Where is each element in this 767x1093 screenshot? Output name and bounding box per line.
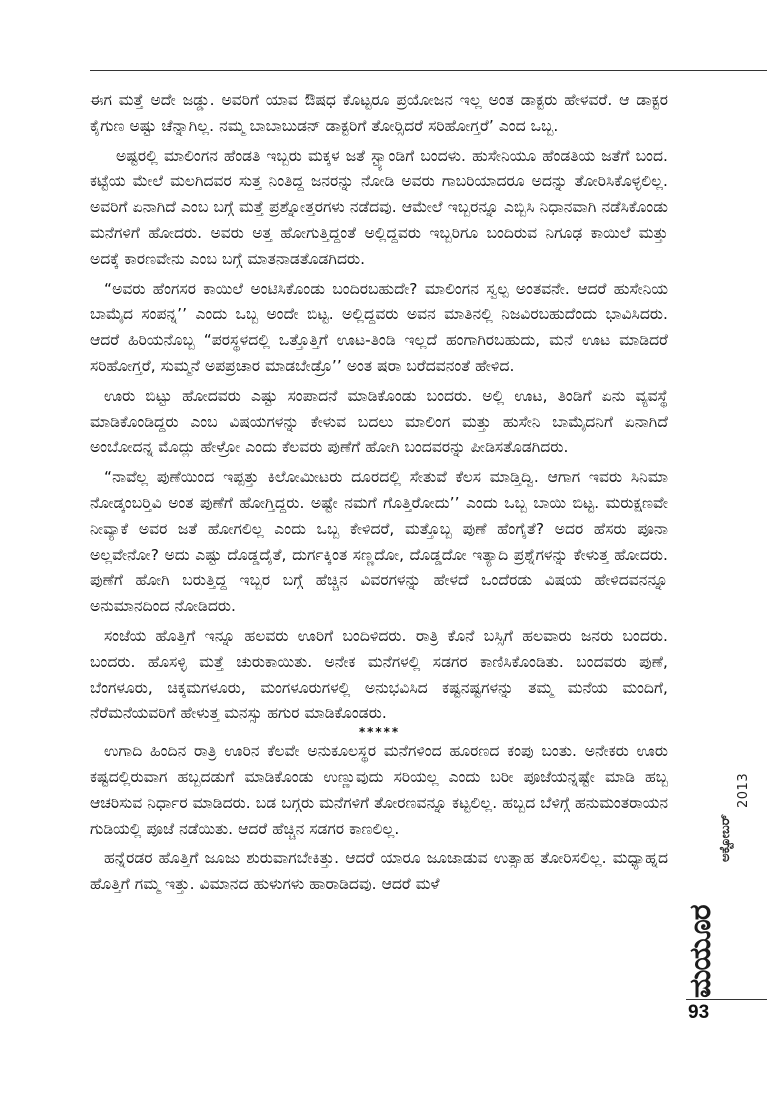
issue-year: 2013 [736,772,751,808]
paragraph-7: ಉಗಾದಿ ಹಿಂದಿನ ರಾತ್ರಿ ಊರಿನ ಕೆಲವೇ ಅನುಕೂಲಸ್ಥರ ಮನೆಗಳಿಂದ ಹೂರಣದ ಕಂಪು ಬಂತು. ಅನೇಕರು ಊರು ಕಷ್ಟದಲ್ಲಿರುವಾಗ ಹಬ್ಬದಡುಗೆ ಮಾಡಿಕೊಂಡು ಉಣ್ಣುವುದು ಸರಿಯಲ್ಲ ಎಂದು ಬರೀ ಪೂಜೆಯನ್ನಷ್ಟೇ ಮಾಡಿ ಹಬ್ಬ ಆಚರಿಸುವ ನಿರ್ಧಾರ ಮಾಡಿದರು. ಬಡ ಬಗ್ಗರು ಮನೆಗಳಿಗೆ ತೋರಣವನ್ನೂ ಕಟ್ಟಲಿಲ್ಲ. ಹಬ್ಬದ ಬೆಳಿಗ್ಗೆ ಹನುಮಂತರಾಯನ ಗುಡಿಯಲ್ಲಿ ಪೂಜೆ ನಡೆಯಿತು. ಆದರೆ ಹೆಚ್ಚಿನ ಸಡಗರ ಕಾಣಲಿಲ್ಲ. [90,742,668,838]
footer-rule [686,999,767,1000]
magazine-masthead: ಮಯೂರ [683,905,718,998]
issue-month: ಅಕ್ಟೋಬರ್ [718,814,733,862]
section-separator: ***** [358,725,400,740]
paragraph-8: ಹನ್ನೆರಡರ ಹೊತ್ತಿಗೆ ಜೂಜು ಶುರುವಾಗಬೇಕಿತ್ತು. ಆದರೆ ಯಾರೂ ಜೂಜಾಡುವ ಉತ್ಸಾಹ ತೋರಿಸಲಿಲ್ಲ. ಮಧ್ಯಾಹ್ನದ ಹೊತ್ತಿಗೆ ಗಮ್ಮ ಇತ್ತು. ವಿಮಾನದ ಹುಳುಗಳು ಹಾರಾಡಿದವು. ಆದರೆ ಮಳೆ [90,849,668,894]
paragraph-3: “ಅವರು ಹೆಂಗಸರ ಕಾಯಿಲೆ ಅಂಟಿಸಿಕೊಂಡು ಬಂದಿರಬಹುದೇ? ಮಾಲಿಂಗನ ಸ್ವಲ್ಪ ಅಂತವನೇ. ಆದರೆ ಹುಸೇನಿಯ ಬಾಮೈದ ಸಂಪನ್ನ’’ ಎಂದು ಒಬ್ಬ ಅಂದೇ ಬಿಟ್ಟ. ಅಲ್ಲಿದ್ದವರು ಅವನ ಮಾತಿನಲ್ಲಿ ನಿಜವಿರಬಹುದೆಂದು ಭಾವಿಸಿದರು. ಆದರೆ ಹಿರಿಯನೊಬ್ಬ “ಪರಸ್ಥಳದಲ್ಲಿ ಒತ್ತೊತ್ತಿಗೆ ಊಟ-ತಿಂಡಿ ಇಲ್ಲದೆ ಹಂಗಾಗಿರಬಹುದು, ಮನೆ ಊಟ ಮಾಡಿದರೆ ಸರಿಹೋಗ್ತರೆ, ಸುಮ್ಮನೆ ಅಪಪ್ರಚಾರ ಮಾಡಬೇಡ್ರೊ’’ ಅಂತ ಷರಾ ಬರೆದವನಂತೆ ಹೇಳಿದ. [90,279,668,375]
paragraph-1: ಈಗ ಮತ್ತೆ ಅದೇ ಜಡ್ಡು. ಅವರಿಗೆ ಯಾವ ಔಷಧ ಕೊಟ್ಟರೂ ಪ್ರಯೋಜನ ಇಲ್ಲ ಅಂತ ಡಾಕ್ಟರು ಹೇಳವರೆ. ಆ ಡಾಕ್ಟರ ಕೈಗುಣ ಅಷ್ಟು ಚೆನ್ನಾಗಿಲ್ಲ. ನಮ್ಮ ಬಾಬಾಬುಡನ್ ಡಾಕ್ಟರಿಗೆ ತೋರ್‍ಸಿದರೆ ಸರಿಹೋಗ್ತರೆ’ ಎಂದ ಒಬ್ಬ. [90,91,668,135]
paragraph-6: ಸಂಜೆಯ ಹೊತ್ತಿಗೆ ಇನ್ನೂ ಹಲವರು ಊರಿಗೆ ಬಂದಿಳಿದರು. ರಾತ್ರಿ ಕೊನೆ ಬಸ್ಸಿಗೆ ಹಲವಾರು ಜನರು ಬಂದರು. ಬಂದರು. ಹೊಸಳ್ಳಿ ಮತ್ತೆ ಚುರುಕಾಯಿತು. ಅನೇಕ ಮನೆಗಳಲ್ಲಿ ಸಡಗರ ಕಾಣಿಸಿಕೊಂಡಿತು. ಬಂದವರು ಪುಣೆ, ಬೆಂಗಳೂರು, ಚಿಕ್ಕಮಗಳೂರು, ಮಂಗಳೂರುಗಳಲ್ಲಿ ಅನುಭವಿಸಿದ ಕಷ್ಟನಷ್ಟಗಳನ್ನು ತಮ್ಮ ಮನೆಯ ಮಂದಿಗೆ, ನೆರೆಮನೆಯವರಿಗೆ ಹೇಳುತ್ತ ಮನಸ್ಸು ಹಗುರ ಮಾಡಿಕೊಂಡರು. [90,626,668,723]
article-body [90,88,668,902]
paragraph-4: ಊರು ಬಿಟ್ಟು ಹೋದವರು ಎಷ್ಟು ಸಂಪಾದನೆ ಮಾಡಿಕೊಂಡು ಬಂದರು. ಅಲ್ಲಿ ಊಟ, ತಿಂಡಿಗೆ ಏನು ವ್ಯವಸ್ಥೆ ಮಾಡಿಕೊಂಡಿದ್ದರು ಎಂಬ ವಿಷಯಗಳನ್ನು ಕೇಳುವ ಬದಲು ಮಾಲಿಂಗ ಮತ್ತು ಹುಸೇನಿ ಬಾಮೈದನಿಗೆ ಏನಾಗಿದೆ ಅಂಬೋದನ್ನ ಮೊದ್ಲು ಹೇಳ್ರೋ ಎಂದು ಕೆಲವರು ಪುಣೆಗೆ ಹೋಗಿ ಬಂದವರನ್ನು ಪೀಡಿಸತೊಡಗಿದರು. [90,386,668,457]
paragraph-5: “ನಾವೆಲ್ಲ ಪುಣೆಯಿಂದ ಇಪ್ಪತ್ತು ಕಿಲೋಮೀಟರು ದೂರದಲ್ಲಿ ಸೇತುವೆ ಕೆಲಸ ಮಾಡ್ತಿದ್ವಿ. ಆಗಾಗ ಇವರು ಸಿನಿಮಾ ನೋಡ್ಕಂಬರ್‍ತಿವಿ ಅಂತ ಪುಣೆಗೆ ಹೋಗ್ತಿದ್ದರು. ಅಷ್ಟೇ ನಮಗೆ ಗೊತ್ತಿರೋದು’’ ಎಂದು ಒಬ್ಬ ಬಾಯಿ ಬಿಟ್ಟ. ಮರುಕ್ಷಣವೇ ನೀವ್ಯಾಕೆ ಅವರ ಜತೆ ಹೋಗಲಿಲ್ಲ ಎಂದು ಒಬ್ಬ ಕೇಳಿದರೆ, ಮತ್ತೊಬ್ಬ ಪುಣೆ ಹೆಂಗೈತೆ? ಅದರ ಹೆಸರು ಪೂನಾ ಅಲ್ಲವೇನೋ? ಅದು ಎಷ್ಟು ದೊಡ್ಡದೈತೆ, ದುರ್ಗಕ್ಕಿಂತ ಸಣ್ಣದೋ, ದೊಡ್ಡದೋ ಇತ್ಯಾದಿ ಪ್ರಶ್ನೆಗಳನ್ನು ಕೇಳುತ್ತ ಹೋದರು. ಪುಣೆಗೆ ಹೋಗಿ ಬರುತ್ತಿದ್ದ ಇಬ್ಬರ ಬಗ್ಗೆ ಹೆಚ್ಚಿನ ವಿವರಗಳನ್ನು ಹೇಳದೆ ಒಂದೆರಡು ವಿಷಯ ಹೇಳಿದವನನ್ನೂ ಅನುಮಾನದಿಂದ ನೋಡಿದರು. [90,468,668,616]
paragraph-2: ಅಷ್ಟರಲ್ಲಿ ಮಾಲಿಂಗನ ಹೆಂಡತಿ ಇಬ್ಬರು ಮಕ್ಕಳ ಜತೆ ಸ್ಟ್ಯಾಂಡಿಗೆ ಬಂದಳು. ಹುಸೇನಿಯೂ ಹೆಂಡತಿಯ ಜತೆಗೆ ಬಂದ. ಕಟ್ಟೆಯ ಮೇಲೆ ಮಲಗಿದವರ ಸುತ್ತ ನಿಂತಿದ್ದ ಜನರನ್ನು ನೋಡಿ ಅವರು ಗಾಬರಿಯಾದರೂ ಅದನ್ನು ತೋರಿಸಿಕೊಳ್ಳಲಿಲ್ಲ. ಅವರಿಗೆ ಏನಾಗಿದೆ ಎಂಬ ಬಗ್ಗೆ ಮತ್ತೆ ಪ್ರಶ್ನೋತ್ತರಗಳು ನಡೆದವು. ಆಮೇಲೆ ಇಬ್ಬರನ್ನೂ ಎಬ್ಬಿಸಿ ನಿಧಾನವಾಗಿ ನಡೆಸಿಕೊಂಡು ಮನೆಗಳಿಗೆ ಹೋದರು. ಅವರು ಅತ್ತ ಹೋಗುತ್ತಿದ್ದಂತೆ ಅಲ್ಲಿದ್ದವರು ಇಬ್ಬರಿಗೂ ಬಂದಿರುವ ನಿಗೂಢ ಕಾಯಿಲೆ ಮತ್ತು ಅದಕ್ಕೆ ಕಾರಣವೇನು ಎಂಬ ಬಗ್ಗೆ ಮಾತನಾಡತೊಡಗಿದರು. [90,146,668,268]
top-rule [90,70,767,71]
page-number: 93 [688,1002,710,1023]
